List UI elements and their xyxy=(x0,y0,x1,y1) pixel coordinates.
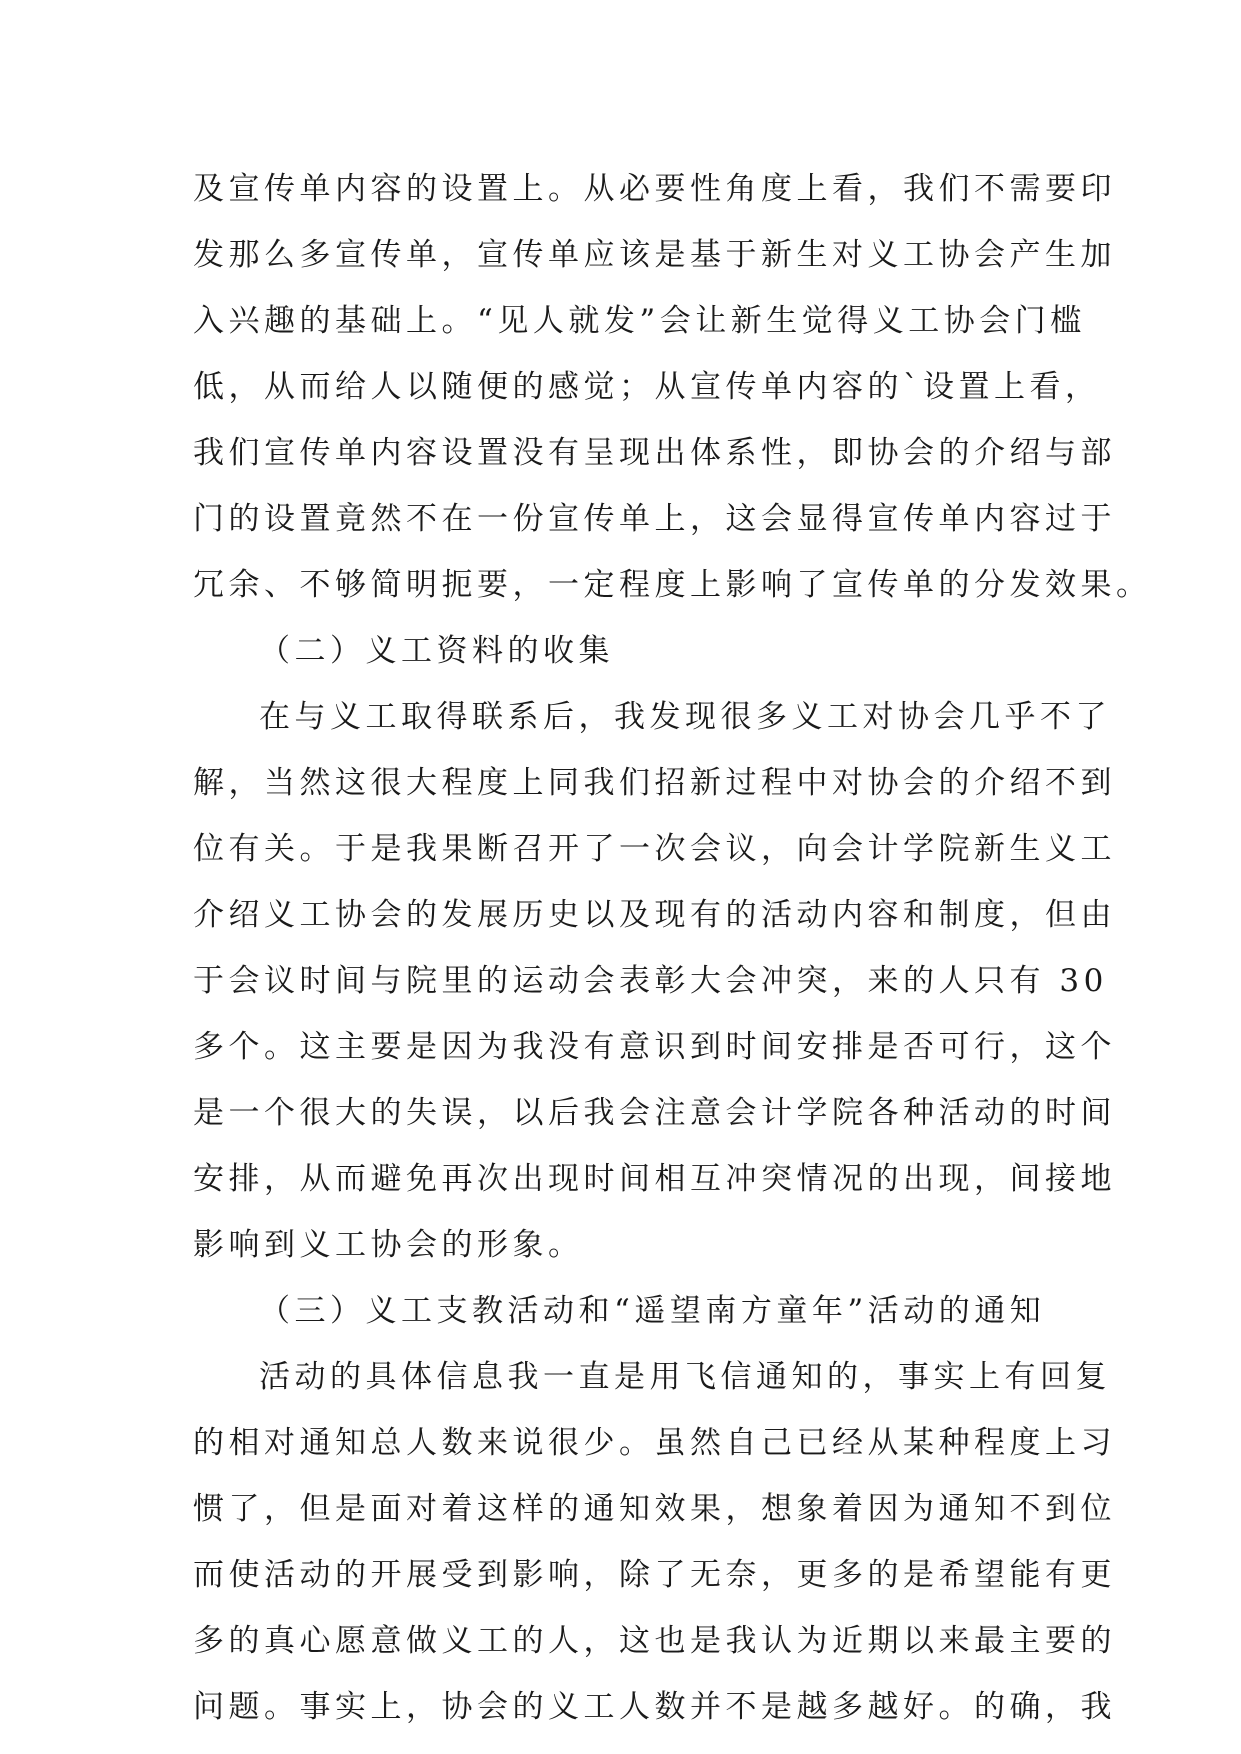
body-line: 及宣传单内容的设置上。从必要性角度上看，我们不需要印 xyxy=(193,171,1116,207)
body-line: 惯了，但是面对着这样的通知效果，想象着因为通知不到位 xyxy=(193,1491,1116,1527)
section-heading: （三）义工支教活动和“遥望南方童年”活动的通知 xyxy=(259,1293,1046,1329)
body-line: 介绍义工协会的发展历史以及现有的活动内容和制度，但由 xyxy=(193,897,1116,933)
body-line: 于会议时间与院里的运动会表彰大会冲突，来的人只有 30 xyxy=(193,963,1108,999)
body-line: 多的真心愿意做义工的人，这也是我认为近期以来最主要的 xyxy=(193,1623,1116,1659)
body-line: 安排，从而避免再次出现时间相互冲突情况的出现，间接地 xyxy=(193,1161,1116,1197)
body-line: 问题。事实上，协会的义工人数并不是越多越好。的确，我 xyxy=(193,1689,1116,1725)
body-line: 门的设置竟然不在一份宣传单上，这会显得宣传单内容过于 xyxy=(193,501,1116,537)
body-line: 低，从而给人以随便的感觉；从宣传单内容的`设置上看， xyxy=(193,369,1101,405)
body-line: 我们宣传单内容设置没有呈现出体系性，即协会的介绍与部 xyxy=(193,435,1116,471)
document-body xyxy=(193,156,1152,1740)
body-line: 影响到义工协会的形象。 xyxy=(193,1227,584,1263)
body-line: 多个。这主要是因为我没有意识到时间安排是否可行，这个 xyxy=(193,1029,1116,1065)
body-line: 的相对通知总人数来说很少。虽然自己已经从某种程度上习 xyxy=(193,1425,1116,1461)
body-line: 发那么多宣传单，宣传单应该是基于新生对义工协会产生加 xyxy=(193,237,1116,273)
paragraph-first-line: 在与义工取得联系后，我发现很多义工对协会几乎不了 xyxy=(259,699,1111,735)
body-line: 冗余、不够简明扼要，一定程度上影响了宣传单的分发效果。 xyxy=(193,567,1152,603)
body-line: 位有关。于是我果断召开了一次会议，向会计学院新生义工 xyxy=(193,831,1116,867)
body-line: 是一个很大的失误，以后我会注意会计学院各种活动的时间 xyxy=(193,1095,1116,1131)
body-line: 入兴趣的基础上。“见人就发”会让新生觉得义工协会门槛 xyxy=(193,303,1086,339)
section-heading: （二）义工资料的收集 xyxy=(259,633,614,669)
body-line: 而使活动的开展受到影响，除了无奈，更多的是希望能有更 xyxy=(193,1557,1116,1593)
paragraph-first-line: 活动的具体信息我一直是用飞信通知的，事实上有回复 xyxy=(259,1359,1111,1395)
body-line: 解，当然这很大程度上同我们招新过程中对协会的介绍不到 xyxy=(193,765,1116,801)
